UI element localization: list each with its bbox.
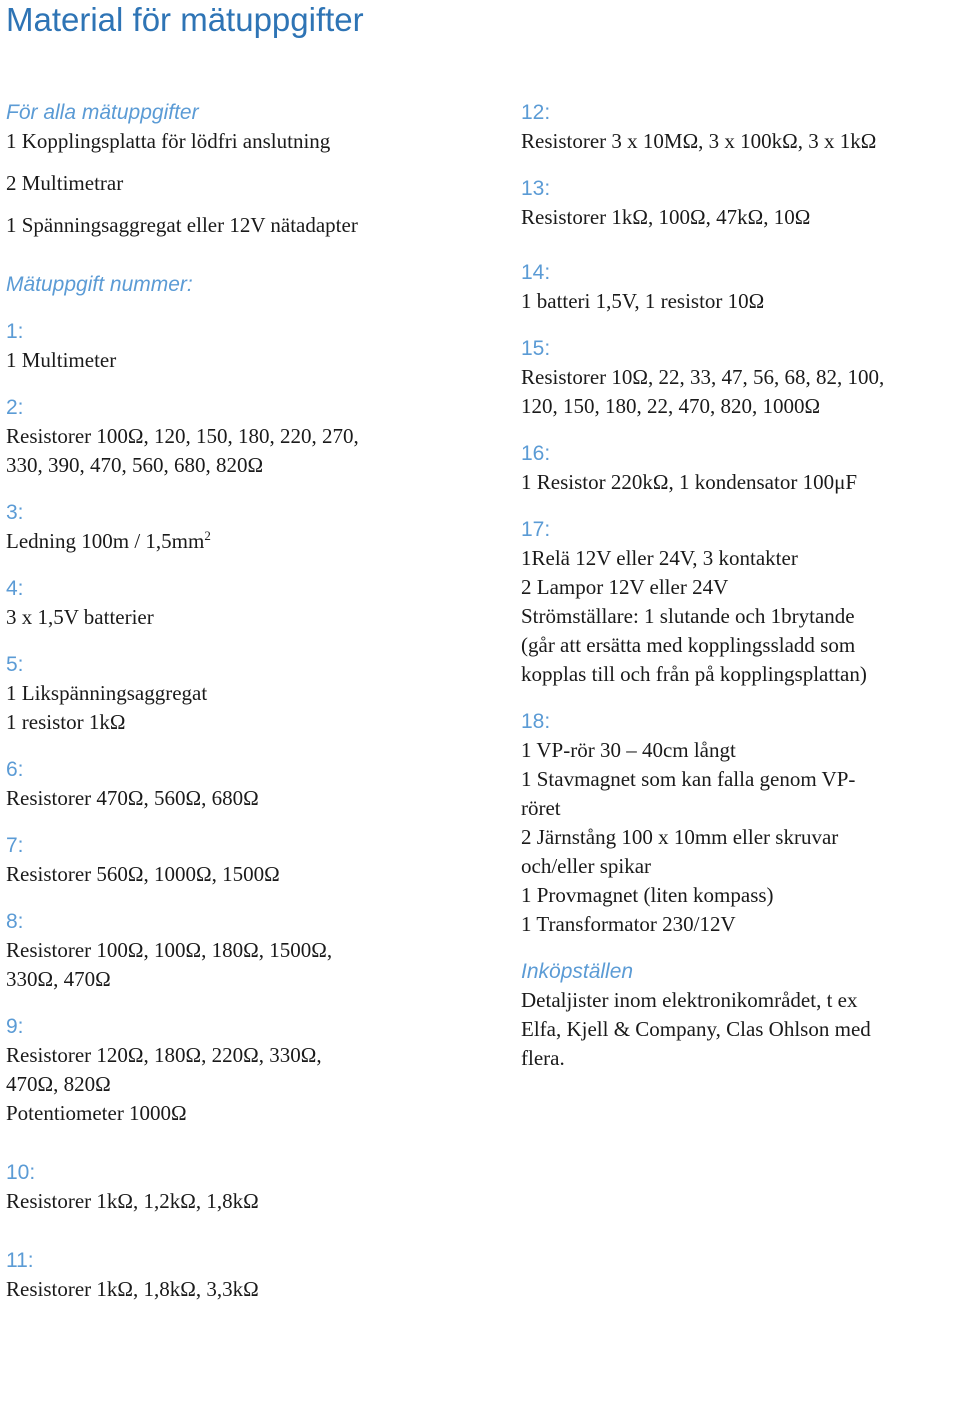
shops-line: Elfa, Kjell & Company, Clas Ohlson med [521, 1017, 871, 1041]
general-item: 1 Kopplingsplatta för lödfri anslutning [6, 129, 331, 153]
task-label: 6: [6, 758, 24, 781]
task-line: Potentiometer 1000Ω [6, 1101, 187, 1125]
task-line: 330, 390, 470, 560, 680, 820Ω [6, 453, 264, 477]
general-item: 1 Spänningsaggregat eller 12V nätadapter [6, 213, 358, 237]
general-section [6, 98, 486, 240]
task-label: 3: [6, 501, 24, 524]
shops-line: Detaljister inom elektronikområdet, t ex [521, 988, 858, 1012]
task-line: Resistorer 470Ω, 560Ω, 680Ω [6, 786, 259, 810]
page-title: Material för mätuppgifter [6, 1, 364, 38]
superscript: 2 [204, 528, 211, 543]
task-label: 8: [6, 910, 24, 933]
task-5 [6, 650, 486, 737]
task-4 [6, 574, 486, 632]
task-label: 4: [6, 577, 24, 600]
task-line: Resistorer 1kΩ, 100Ω, 47kΩ, 10Ω [521, 205, 811, 229]
task-13 [521, 174, 960, 232]
task-line-text: Ledning 100m / 1,5mm [6, 529, 205, 553]
task-7 [6, 831, 486, 889]
task-label: 18: [521, 710, 551, 733]
task-line: Resistorer 1kΩ, 1,2kΩ, 1,8kΩ [6, 1189, 259, 1213]
task-line: Resistorer 100Ω, 120, 150, 180, 220, 270, [6, 424, 359, 448]
shops-section [521, 957, 960, 1073]
task-line: 1 batteri 1,5V, 1 resistor 10Ω [521, 289, 765, 313]
task-9 [6, 1012, 486, 1128]
left-column [6, 98, 486, 1304]
task-line: röret [521, 796, 561, 820]
task-label: 2: [6, 396, 24, 419]
task-line: (går att ersätta med kopplingssladd som [521, 633, 856, 657]
task-label: 10: [6, 1161, 36, 1184]
task-10 [6, 1158, 486, 1216]
task-line: Resistorer 100Ω, 100Ω, 180Ω, 1500Ω, [6, 938, 333, 962]
task-17 [521, 515, 960, 689]
task-1 [6, 317, 486, 375]
task-8 [6, 907, 486, 994]
task-line: 1 VP-rör 30 – 40cm långt [521, 738, 736, 762]
task-line: 470Ω, 820Ω [6, 1072, 111, 1096]
task-14 [521, 258, 960, 316]
task-11 [6, 1246, 486, 1304]
task-line: kopplas till och från på kopplingsplattan) [521, 662, 867, 686]
task-12 [521, 98, 960, 156]
task-label: 13: [521, 177, 551, 200]
task-label: 11: [6, 1249, 34, 1272]
task-6 [6, 755, 486, 813]
task-line: 2 Lampor 12V eller 24V [521, 575, 729, 599]
task-label: 16: [521, 442, 551, 465]
general-heading: För alla mätuppgifter [6, 101, 199, 124]
task-line: 120, 150, 180, 22, 470, 820, 1000Ω [521, 394, 821, 418]
task-label: 1: [6, 320, 24, 343]
task-heading: Mätuppgift nummer: [6, 273, 193, 296]
shops-heading: Inköpställen [521, 960, 634, 983]
task-label: 5: [6, 653, 24, 676]
task-18 [521, 707, 960, 939]
task-line: Resistorer 560Ω, 1000Ω, 1500Ω [6, 862, 280, 886]
task-15 [521, 334, 960, 421]
task-16 [521, 439, 960, 497]
task-label: 15: [521, 337, 551, 360]
right-column [521, 98, 960, 1073]
task-line: 1 resistor 1kΩ [6, 710, 126, 734]
task-line: 1 Multimeter [6, 348, 117, 372]
task-label: 17: [521, 518, 551, 541]
task-line: Resistorer 3 x 10MΩ, 3 x 100kΩ, 3 x 1kΩ [521, 129, 877, 153]
task-line: Resistorer 120Ω, 180Ω, 220Ω, 330Ω, [6, 1043, 322, 1067]
task-line: 1 Resistor 220kΩ, 1 kondensator 100μF [521, 470, 858, 494]
task-line: 2 Järnstång 100 x 10mm eller skruvar [521, 825, 839, 849]
task-line: Resistorer 1kΩ, 1,8kΩ, 3,3kΩ [6, 1277, 259, 1301]
task-line: 3 x 1,5V batterier [6, 605, 154, 629]
task-label: 12: [521, 101, 551, 124]
task-line: och/eller spikar [521, 854, 652, 878]
task-line [6, 527, 486, 556]
task-line: Strömställare: 1 slutande och 1brytande [521, 604, 855, 628]
task-2 [6, 393, 486, 480]
task-label: 7: [6, 834, 24, 857]
task-line: 330Ω, 470Ω [6, 967, 111, 991]
task-line: 1 Likspänningsaggregat [6, 681, 208, 705]
task-label: 14: [521, 261, 551, 284]
general-item: 2 Multimetrar [6, 171, 124, 195]
task-3 [6, 498, 486, 556]
task-line: 1Relä 12V eller 24V, 3 kontakter [521, 546, 798, 570]
task-line: 1 Transformator 230/12V [521, 912, 736, 936]
task-line: 1 Provmagnet (liten kompass) [521, 883, 774, 907]
shops-line: flera. [521, 1046, 565, 1070]
task-heading-section [6, 270, 486, 299]
task-line: Resistorer 10Ω, 22, 33, 47, 56, 68, 82, 100, [521, 365, 885, 389]
task-label: 9: [6, 1015, 24, 1038]
task-line: 1 Stavmagnet som kan falla genom VP- [521, 767, 856, 791]
